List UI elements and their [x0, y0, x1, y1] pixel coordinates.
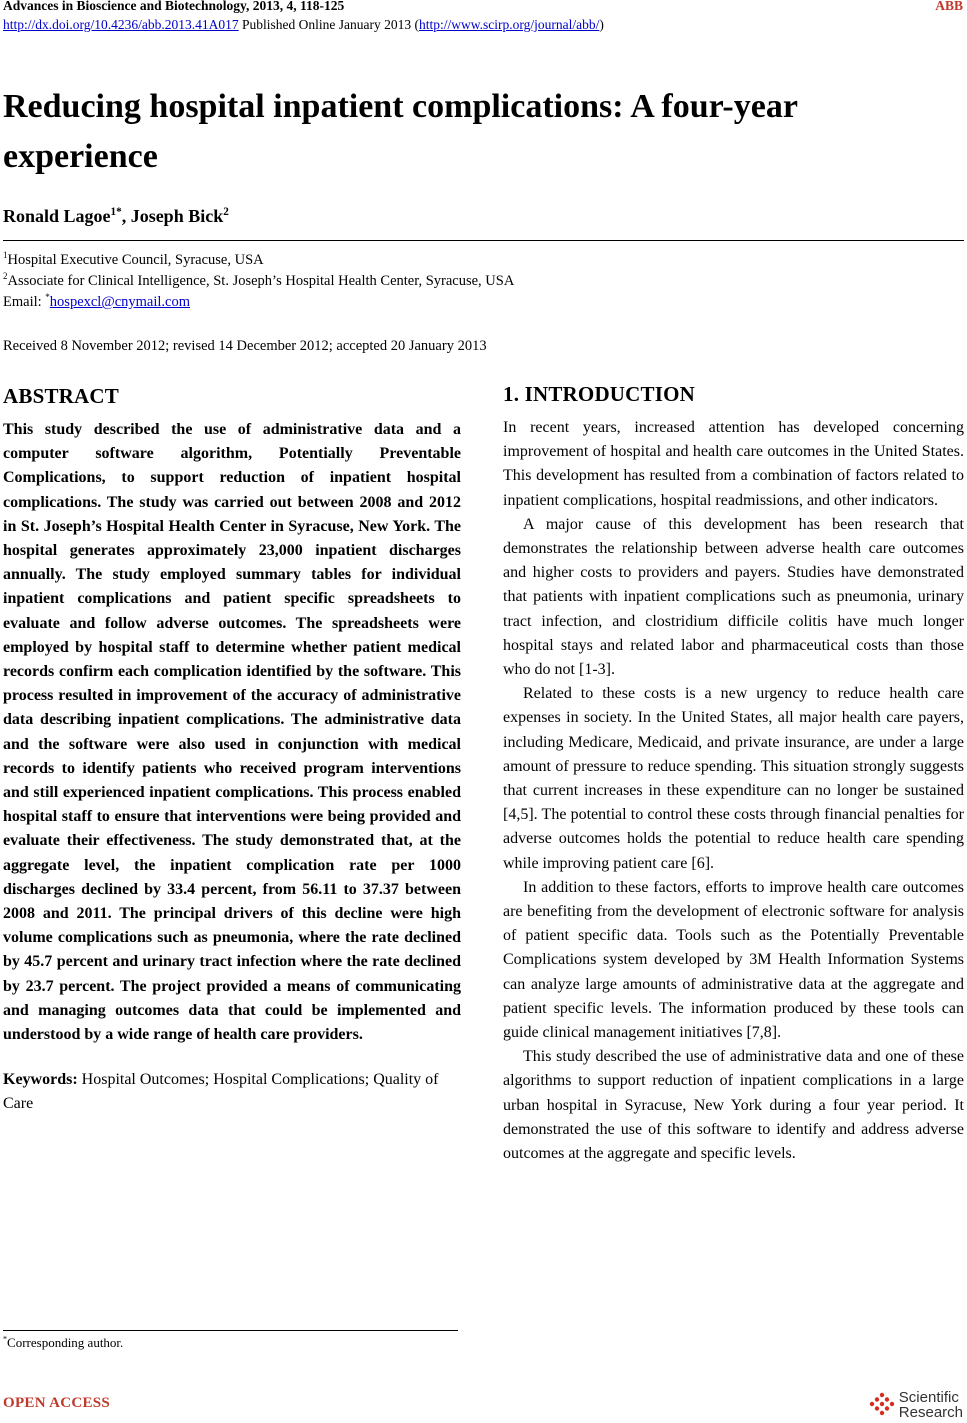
- affiliation-2-text: Associate for Clinical Intelligence, St. Joseph’s Hospital Health Center, Syracuse, USA: [7, 273, 515, 289]
- doi-link[interactable]: http://dx.doi.org/10.4236/abb.2013.41A017: [3, 17, 239, 32]
- author-1: Ronald Lagoe: [3, 206, 111, 226]
- close-paren: ): [599, 17, 604, 32]
- keywords: [3, 1068, 461, 1116]
- abstract-body: This study described the use of administrative data and a computer software algorithm, Potentially Preventable Complications, to support reduction of inpatient hospital complications. The study was carried out between 2008 and 2012 in St. Joseph’s Hospital Health Center in Syracuse, New York. The hospital generates approximately 23,000 inpatient discharges annually. The study employed summary tables for individual inpatient complications and patient specific spreadsheets to evaluate and follow adverse outcomes. The spreadsheets were employed by hospital staff to determine whether patient medical records confirm each complication identified by the software. This process resulted in improvement of the accuracy of administrative data describing inpatient complications. The administrative data and the software were also used in conjunction with medical records to identify patients who received program interventions and still experienced inpatient complications. This process enabled hospital staff to ensure that interventions were being provided and evaluate their effectiveness. The study demonstrated that, at the aggregate level, the inpatient complication rate per 1000 discharges declined by 33.4 percent, from 56.11 to 37.37 between 2008 and 2011. The principal drivers of this decline were high volume complications such as pneumonia, where the rate declined by 45.7 percent and urinary tract infection where the rate declined by 23.7 percent. The project provided a means of communicating and managing outcomes data that could be implemented and understood by a wide range of health care providers.: [3, 421, 461, 1044]
- logo-text: [899, 1390, 963, 1420]
- affiliation-2-sup: 2: [3, 271, 8, 282]
- publisher-logo: [869, 1390, 963, 1420]
- abstract-section: [3, 383, 461, 1117]
- affiliation-1-sup: 1: [3, 250, 8, 261]
- affiliation-2: [3, 273, 514, 290]
- logo-line-1: Scientific: [898, 1389, 959, 1406]
- footnote-divider: [3, 1330, 458, 1331]
- paper-title: Reducing hospital inpatient complications: A four-year experience: [3, 88, 798, 175]
- keywords-label: Keywords:: [3, 1071, 78, 1089]
- author-separator: ,: [121, 206, 131, 226]
- published-text: Published Online January 2013 (: [242, 17, 419, 32]
- logo-line-2: Research: [898, 1404, 963, 1421]
- journal-citation: Advances in Bioscience and Biotechnology, 2013, 4, 118-125: [3, 0, 345, 13]
- email-label: Email:: [3, 294, 46, 310]
- open-access-label: OPEN ACCESS: [3, 1395, 111, 1411]
- email-link[interactable]: hospexcl@cnymail.com: [49, 294, 190, 310]
- author-2: Joseph Bick: [130, 206, 224, 226]
- footnote-sup: *: [3, 1334, 8, 1344]
- introduction-section: [503, 381, 964, 1166]
- author-1-sup: 1*: [110, 206, 122, 218]
- footnote: [3, 1335, 123, 1351]
- author-2-sup: 2: [223, 206, 229, 218]
- email-sup: *: [45, 292, 50, 303]
- journal-abbreviation: ABB: [935, 0, 963, 13]
- journal-url-link[interactable]: http://www.scirp.org/journal/abb/: [418, 17, 600, 32]
- header-divider: [3, 240, 964, 241]
- keywords-text: Hospital Outcomes; Hospital Complications; Quality of Care: [3, 1071, 439, 1113]
- introduction-heading: 1. INTRODUCTION: [503, 382, 696, 406]
- intro-paragraph: Related to these costs is a new urgency to reduce health care expenses in society. In the United States, all major health care payers, including Medicare, Medicaid, and private insurance, are under a large amount of pressure to reduce spending. This situation strongly suggests that current increases in these expenditure can no longer be sustained [4,5]. The potential to control these costs through financial penalties for adverse outcomes holds the potential to reduce health care spending while improving patient care [6].: [503, 685, 964, 872]
- publication-line: [3, 17, 604, 33]
- author-list: [3, 206, 229, 227]
- intro-paragraph: A major cause of this development has been research that demonstrates the relationship between adverse health care outcomes and higher costs to providers and payers. Studies have demonstrated that patients with inpatient complications such as pneumonia, urinary tract infection, and clostridium difficile colitis have much longer hospital stays and related labor and pharmaceutical costs than those who do not [1-3].: [503, 515, 964, 679]
- intro-paragraph: This study described the use of administrative data and one of these algorithms to support reduction of inpatient complications in a large urban hospital in Syracuse, New York during a four year period. It demonstrated the use of this software to identify and address adverse outcomes at the aggregate and specific levels.: [503, 1048, 964, 1163]
- intro-paragraph: In addition to these factors, efforts to improve health care outcomes are benefiting from the development of electronic software for analysis of patient specific data. Tools such as the Potentially Preventable Complications system developed by 3M Health Information Systems can analyze large amounts of administrative data at the aggregate and patient specific levels. The information produced by these tools can guide clinical management initiatives [7,8].: [503, 878, 964, 1042]
- affiliation-1: [3, 252, 264, 269]
- footnote-text: Corresponding author.: [7, 1335, 124, 1350]
- received-dates: Received 8 November 2012; revised 14 December 2012; accepted 20 January 2013: [3, 338, 487, 354]
- intro-paragraph: In recent years, increased attention has developed concerning improvement of hospital and health care outcomes in the United States. This development has resulted from a combination of factors related to inpatient complications, hospital readmissions, and other indicators.: [503, 419, 964, 509]
- scientific-research-logo-icon: [869, 1392, 895, 1418]
- email-line: [3, 294, 190, 311]
- abstract-heading: ABSTRACT: [3, 384, 119, 408]
- affiliation-1-text: Hospital Executive Council, Syracuse, USA: [7, 252, 264, 268]
